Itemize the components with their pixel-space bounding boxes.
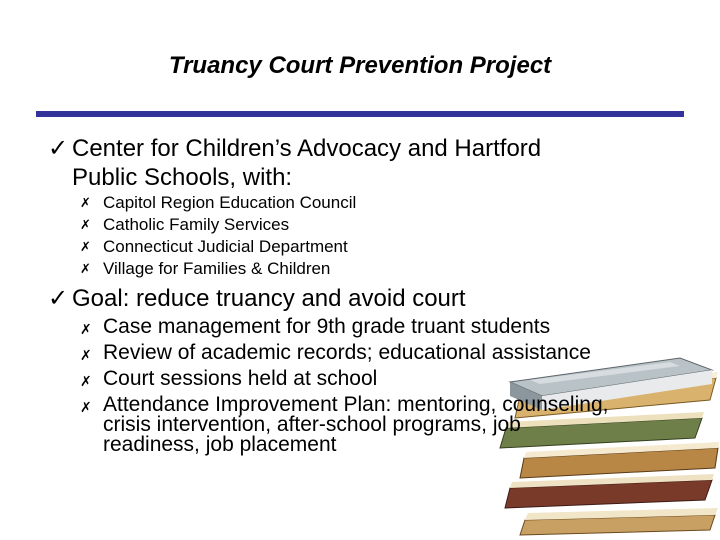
goal-item-label: Review of academic records; educational assistance xyxy=(103,341,591,364)
goal-item-label-line3: readiness, job placement xyxy=(103,433,337,456)
partner-item-label: Connecticut Judicial Department xyxy=(103,237,348,256)
cross-icon: ✗ xyxy=(80,239,91,254)
title-divider xyxy=(36,111,684,117)
page-title: Truancy Court Prevention Project xyxy=(168,52,552,79)
goal-item-label-line2: crisis intervention, after-school programs, job xyxy=(103,413,521,436)
cross-icon: ✗ xyxy=(80,217,91,232)
cross-icon: ✗ xyxy=(80,347,92,363)
bullet-partners-line1: Center for Children’s Advocacy and Hartford xyxy=(72,135,542,162)
check-icon: ✓ xyxy=(48,135,69,162)
partner-item-label: Village for Families & Children xyxy=(103,259,331,278)
bullet-partners-line2: Public Schools, with: xyxy=(72,164,293,191)
goal-item-label: Attendance Improvement Plan: mentoring, counseling, xyxy=(103,393,609,416)
cross-icon: ✗ xyxy=(80,195,91,210)
cross-icon: ✗ xyxy=(80,261,91,276)
goal-item-label: Case management for 9th grade truant students xyxy=(103,315,551,338)
cross-icon: ✗ xyxy=(80,399,92,415)
partner-item-label: Catholic Family Services xyxy=(103,215,290,234)
cross-icon: ✗ xyxy=(80,373,92,389)
check-icon: ✓ xyxy=(48,285,69,312)
goal-item-label: Court sessions held at school xyxy=(103,367,378,390)
cross-icon: ✗ xyxy=(80,321,92,337)
partner-item-label: Capitol Region Education Council xyxy=(103,193,357,212)
bullet-goal-text: Goal: reduce truancy and avoid court xyxy=(72,285,466,312)
